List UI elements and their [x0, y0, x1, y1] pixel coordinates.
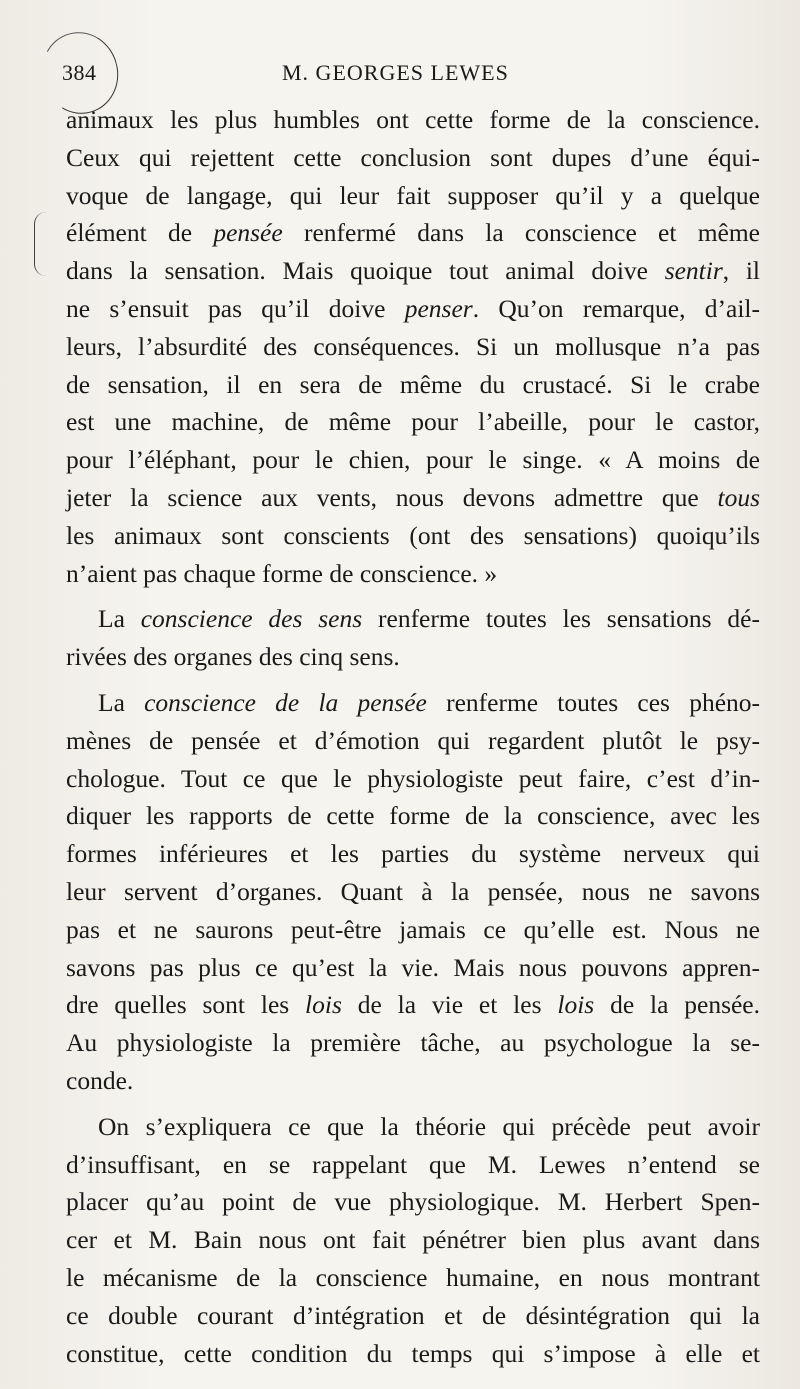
text-line: animaux les plus humbles ont cette forme de la conscience. — [66, 105, 760, 134]
text-line: constitue, cette condition du temps qui s’impose à elle et — [66, 1338, 760, 1368]
text-line: jeter la science aux vents, nous devons admettre que tous — [66, 482, 760, 512]
text-line: Au physiologiste la première tâche, au psychologue la se- — [66, 1028, 760, 1058]
text-line: est une machine, de même pour l’abeille, pour le castor, — [66, 407, 760, 437]
italic-term: conscience des sens — [140, 604, 363, 634]
page-header — [62, 56, 762, 96]
text-line: les animaux sont conscients (ont des sensations) quoiqu’ils — [66, 520, 760, 550]
paragraph — [66, 600, 760, 676]
text-line: le mécanisme de la conscience humaine, en nous montrant — [66, 1262, 760, 1292]
italic-term: tous — [717, 482, 760, 512]
text-line: leurs, l’absurdité des conséquences. Si un mollusque n’a pas — [66, 331, 760, 361]
text-line: Ceux qui rejettent cette conclusion sont dupes d’une équi- — [66, 142, 760, 172]
italic-term: pensée — [213, 218, 283, 248]
text-line: n’aient pas chaque forme de conscience. » — [66, 558, 498, 588]
text-line: La conscience des sens renferme toutes les sensations dé- — [98, 604, 760, 634]
text-line: pas et ne saurons peut-être jamais ce qu’elle est. Nous ne — [66, 914, 760, 944]
text-line: de sensation, il en sera de même du crustacé. Si le crabe — [66, 369, 760, 399]
italic-term: lois — [557, 990, 595, 1020]
running-head: M. GEORGES LEWES — [282, 60, 509, 85]
text-line: dans la sensation. Mais quoique tout animal doive sentir, il — [66, 256, 760, 286]
text-line: rivées des organes des cinq sens. — [66, 642, 400, 672]
text-line: La conscience de la pensée renferme toutes ces phéno- — [98, 687, 760, 717]
text-line: chologue. Tout ce que le physiologiste peut faire, c’est d’in- — [66, 763, 760, 793]
body-text — [66, 101, 760, 1372]
text-line: pour l’éléphant, pour le chien, pour le singe. « A moins de — [66, 445, 760, 475]
text-line: diquer les rapports de cette forme de la conscience, avec les — [66, 801, 760, 831]
italic-term: conscience de la pensée — [144, 687, 427, 717]
text-line: dre quelles sont les lois de la vie et les lois de la pensée. — [66, 990, 761, 1020]
text-line: voque de langage, qui leur fait supposer qu’il y a quelque — [66, 180, 760, 210]
text-line: formes inférieures et les parties du système nerveux qui — [66, 839, 760, 869]
text-line: conde. — [66, 1065, 134, 1095]
text-line: élément de pensée renfermé dans la conscience et même — [66, 218, 761, 248]
paragraph — [66, 1108, 760, 1373]
text-line: ne s’ensuit pas qu’il doive penser. Qu’on remarque, d’ail- — [66, 293, 761, 323]
text-line: d’insuffisant, en se rappelant que M. Lewes n’entend se — [66, 1149, 760, 1179]
text-line: cer et M. Bain nous ont fait pénétrer bien plus avant dans — [66, 1225, 760, 1255]
text-line: leur servent d’organes. Quant à la pensée, nous ne savons — [66, 876, 760, 906]
text-line: ce double courant d’intégration et de désintégration qui la — [66, 1300, 760, 1330]
paragraph — [66, 101, 760, 592]
margin-bracket-mark — [34, 212, 49, 276]
italic-term: penser — [404, 293, 473, 323]
page-number: 384 — [62, 60, 97, 85]
text-line: placer qu’au point de vue physiologique. M. Herbert Spen- — [66, 1187, 760, 1217]
text-line: On s’expliquera ce que la théorie qui précède peut avoir — [98, 1111, 760, 1141]
text-line: savons pas plus ce qu’est la vie. Mais nous pouvons appren- — [66, 952, 760, 982]
italic-term: sentir — [664, 256, 723, 286]
text-line: mènes de pensée et d’émotion qui regardent plutôt le psy- — [66, 725, 760, 755]
italic-term: lois — [305, 990, 342, 1020]
paragraph — [66, 684, 760, 1100]
